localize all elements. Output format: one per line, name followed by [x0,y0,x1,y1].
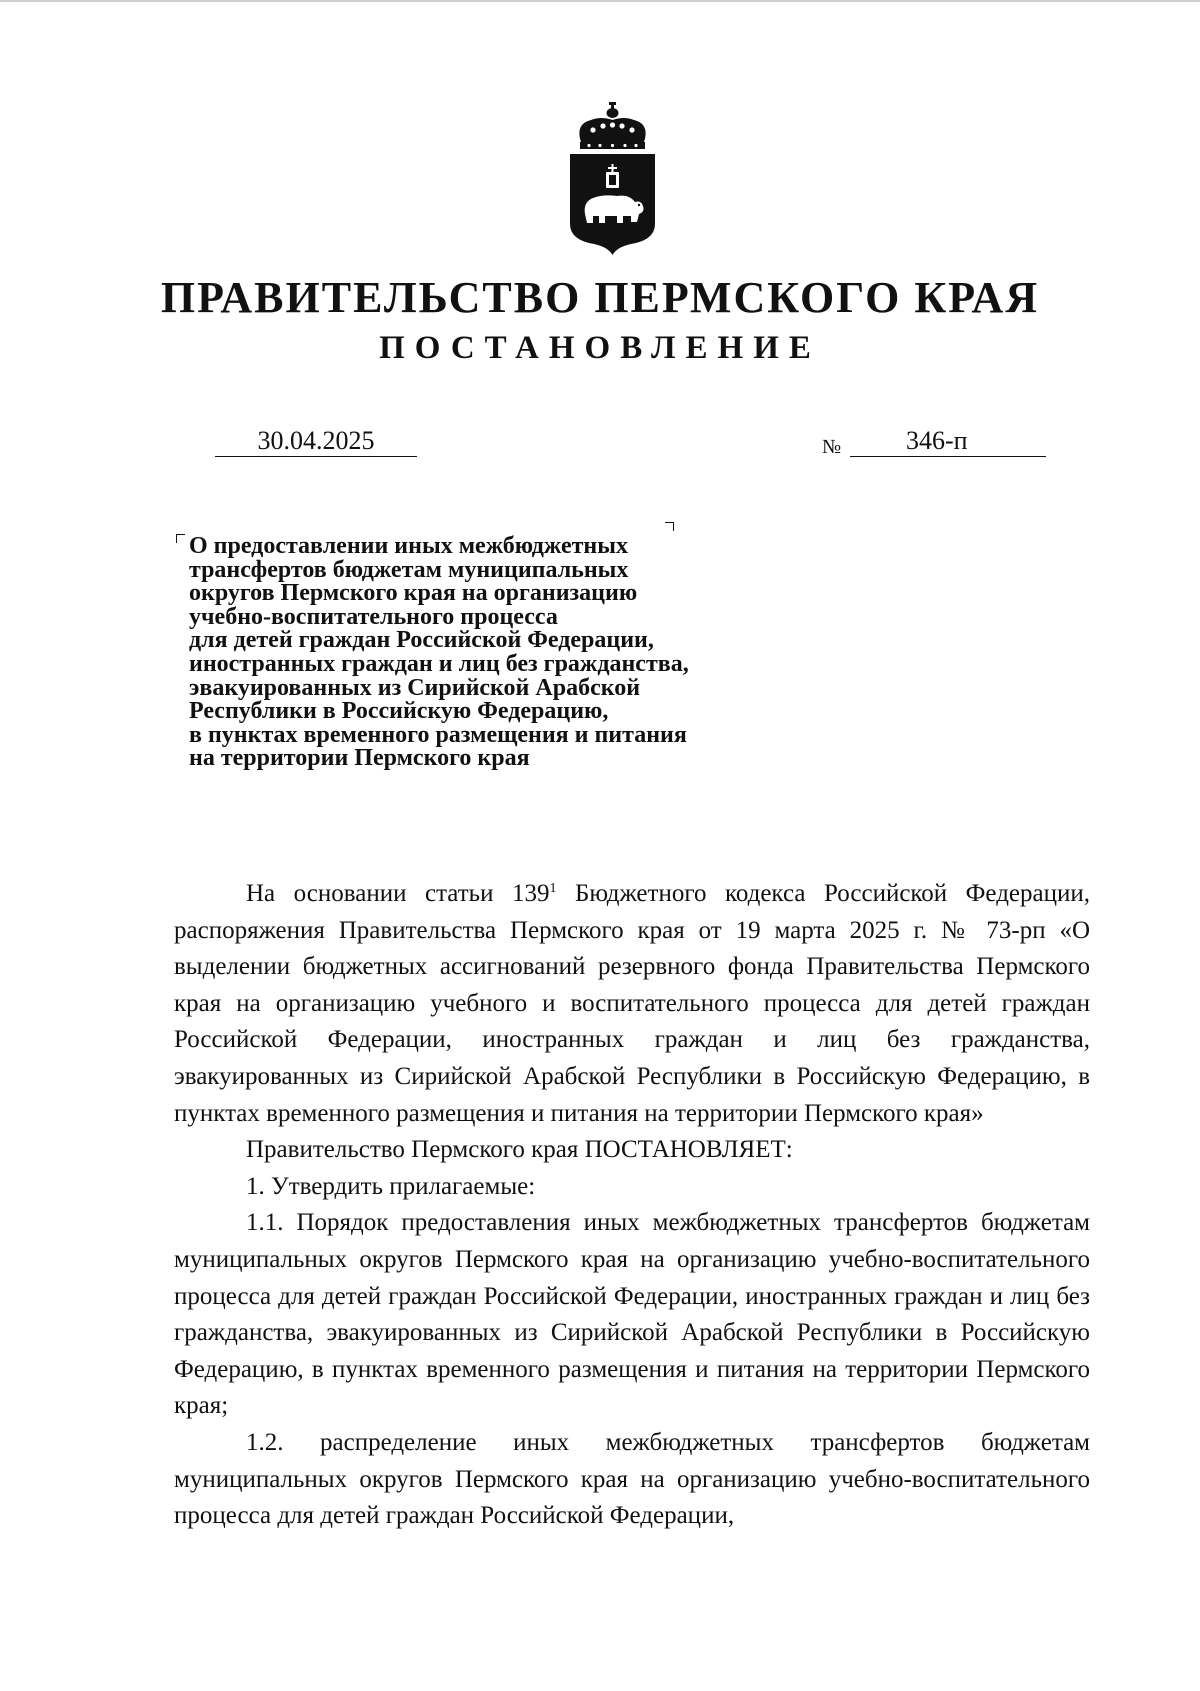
subject-line: О предоставлении иных межбюджетных [189,533,628,559]
subject-line: в пунктах временного размещения и питания [189,721,687,748]
document-date: 30.04.2025 [215,426,417,457]
paragraph-basis [174,876,1090,1132]
subject-line: трансфертов бюджетам муниципальных [189,556,629,583]
paragraph-basis-start: На основании статьи 139 [246,880,550,907]
subject-line: эвакуированных из Сирийской Арабской [189,674,641,701]
subject-line: иностранных граждан и лиц без гражданства, [189,650,689,677]
number-sign: № [822,436,842,458]
paragraph-item-1-1: 1.1. Порядок предоставления иных межбюджетных трансфертов бюджетам муниципальных округов Пермского края на организацию учебно-воспитательного процесса для детей граждан Российской Федерации, иностранных граждан и лиц без гражданства, эвакуированных из Сирийской Арабской Республики в Российскую Федерацию, в пунктах временного размещения и питания на территории Пермского края; [174,1209,1090,1420]
subject-corner-mark-left [176,534,185,543]
subject-line: Республики в Российскую Федерацию, [189,698,609,725]
subject-line: учебно-воспитательного процесса [189,603,558,630]
paragraph-resolves: Правительство Пермского края ПОСТАНОВЛЯЕТ: [246,1136,793,1164]
subject-line: для детей граждан Российской Федерации, [189,627,654,654]
paragraph-basis-rest: Бюджетного кодекса Российской Федерации, распоряжения Правительства Пермского края от 19 марта 2025 г. № 73-рп «О выделении бюджетных ассигнований резервного фонда Правительства Пермского края на организацию учебного и воспитательного процесса для детей граждан Российской Федерации, иностранных граждан и лиц без гражданства, эвакуированных из Сирийской Арабской Республики в Российскую Федерацию, в пунктах временного размещения и питания на территории Пермского края» [174,880,1091,1127]
document-type: ПОСТАНОВЛЕНИЕ [379,330,821,366]
subject-line: округов Пермского края на организацию [189,580,638,607]
document-number-value: 346-п [906,426,968,455]
coat-of-arms-emblem [565,102,660,257]
subject-corner-mark-right [665,522,674,531]
document-number [850,426,1046,457]
subject-line: на территории Пермского края [189,745,530,772]
paragraph-item-1: 1. Утвердить прилагаемые: [246,1172,536,1200]
document-subject [189,535,809,771]
article-superscript: 1 [549,881,557,896]
document-body [174,876,1090,1535]
scan-edge [0,0,1200,2]
paragraph-item-1-2: 1.2. распределение иных межбюджетных трансфертов бюджетам муниципальных округов Пермского края на организацию учебно-воспитательного процесса для детей граждан Российской Федерации, [174,1428,1090,1530]
government-title: ПРАВИТЕЛЬСТВО ПЕРМСКОГО КРАЯ [160,273,1040,322]
